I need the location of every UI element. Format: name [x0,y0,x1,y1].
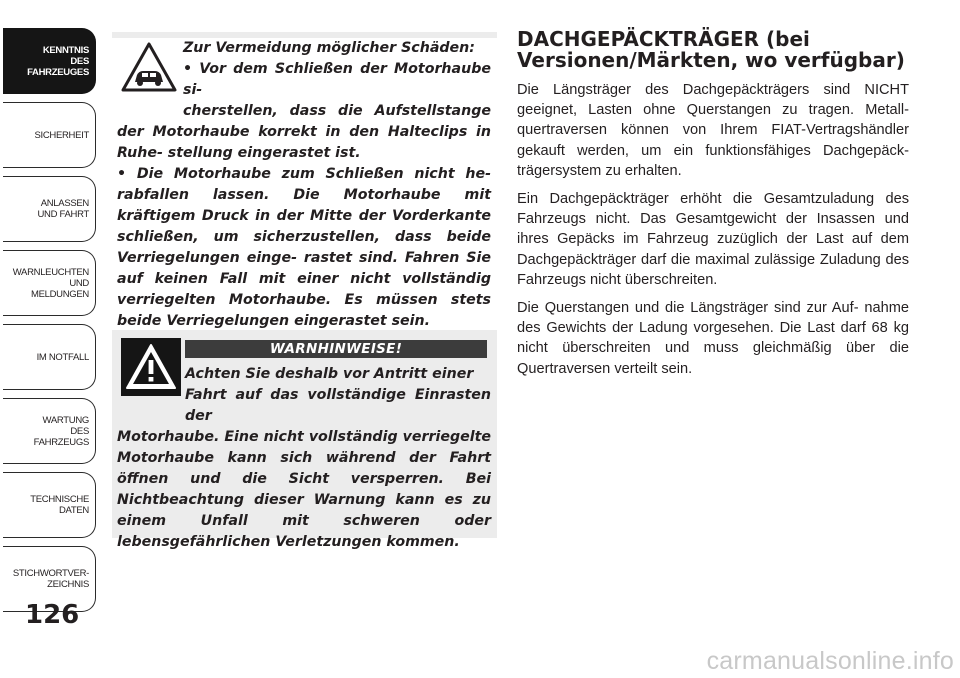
tab-label-line: WARNLEUCHTEN [12,266,89,278]
tab-label-line: UND [69,277,89,289]
paragraph: Die Längsträger des Dachgepäckträgers sind NICHT geeignet, Lasten ohne Querstangen zu tragen. Metall- quertraversen können von Ihrem FIAT-Vertragshändler gekauft werden, um ein funktionsfähiges Dachgepäck- trägersystem zu erhalten. [517,82,909,179]
section-title-line-2: Versionen/Märkten, wo verfügbar) [517,48,905,72]
section-title-line-1: DACHGEPÄCKTRÄGER (bei [517,27,810,51]
paragraph: Ein Dachgepäckträger erhöht die Gesamtzuladung des Fahrzeugs nicht. Das Gesamtgewicht der Insassen und ihres Gepäcks im Fahrzeug zuzüglich der Last auf dem Dachgepäckträger darf die maximal zulässige Zuladung des Fahrzeugs nicht überschreiten. [517,191,909,288]
tab-label-line: MELDUNGEN [30,288,89,300]
tab-label-line: DES [70,425,89,437]
tab-sicherheit[interactable] [3,102,96,168]
caution-bullet-1-start: • Vor dem Schließen der Motorhaube si- [183,61,491,98]
tab-label-line: SICHERHEIT [34,129,89,141]
watermark: carmanualsonline.info [706,647,954,675]
tab-technische-daten[interactable] [3,472,96,538]
tab-label-line: DES [70,55,89,67]
tab-wartung-des-fahrzeugs[interactable] [3,398,96,464]
tab-label-line: ANLASSEN [40,198,89,209]
warning-text [117,364,491,553]
section-body [517,80,909,387]
section-title [517,29,917,71]
warning-line-1: Achten Sie deshalb vor Antritt einer [185,366,474,382]
warning-line-2: Fahrt auf das vollständige Einrasten der [185,387,491,424]
tab-label-line: FAHRZEUGES [27,66,89,78]
caution-bullet-1-rest: cherstellen, dass die Aufstellstange der Motorhaube korrekt in den Halteclips in Ruhe- stellung eingerastet ist. [117,103,491,161]
tab-warnleuchten-und-meldungen[interactable] [3,250,96,316]
warning-header: WARNHINWEISE! [185,340,487,358]
tab-label-line: WARTUNG [42,414,89,426]
tab-label-line: STICHWORTVER- [12,568,89,579]
caution-bullet-2: • Die Motorhaube zum Schließen nicht he- rabfallen lassen. Die Motorhaube mit kräftigem Druck in der Mitte der Vorderkante schließen, um sicherzustellen, dass beide Verriegelungen einge- rastet sind. Fahren Sie auf keinen Fall mit einer nicht vollständig verriegelten Motorhaube. Es müssen stets beide Verriegelungen eingerastet sein. [117,166,491,329]
tab-im-notfall[interactable] [3,324,96,390]
caution-heading: Zur Vermeidung möglicher Schäden: [183,40,475,56]
paragraph: Die Querstangen und die Längsträger sind zur Auf- nahme des Gewichts der Ladung vorgesehen. Die Last darf 68 kg nicht überschreiten und muss gleichmäßig über die Quertraversen verteilt sein. [517,300,909,377]
tab-label-line: TECHNISCHE [30,494,89,505]
tab-label-line: ZEICHNIS [47,579,89,590]
tab-anlassen-und-fahrt[interactable] [3,176,96,242]
tab-label-line: UND FAHRT [37,209,89,220]
caution-note [117,38,491,332]
tab-label-line: IM NOTFALL [36,351,89,363]
tab-kenntnis-des-fahrzeuges[interactable] [3,28,96,94]
page-number: 126 [25,600,80,630]
tab-label-line: DATEN [59,505,89,516]
warning-body: Motorhaube. Eine nicht vollständig verriegelte Motorhaube kann sich während der Fahrt öffnen und die Sicht versperren. Bei Nichtbeachtung dieser Warnung kann es zu einem Unfall mit schweren oder lebensgefährlichen Verletzungen kommen. [117,429,491,550]
tab-label-line: FAHRZEUGS [33,436,89,448]
tab-label-line: KENNTNIS [42,44,89,56]
